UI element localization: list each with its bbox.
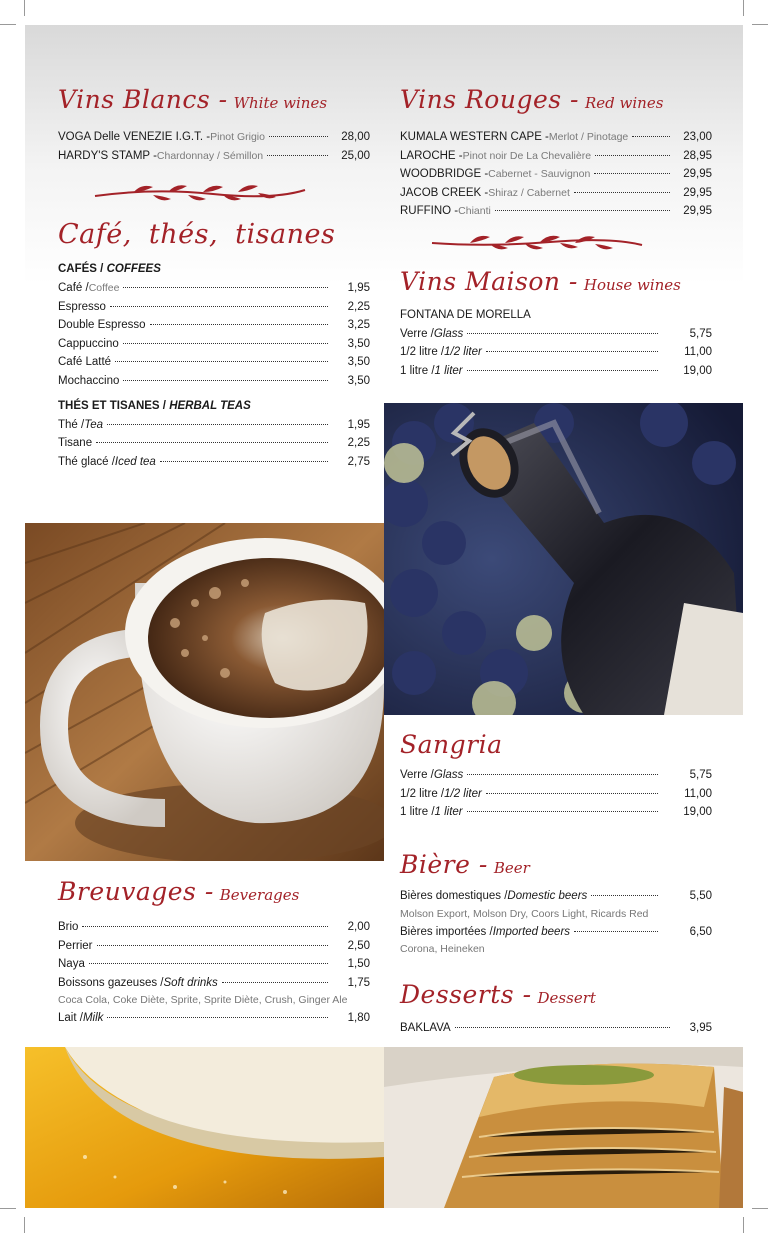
menu-item xyxy=(400,165,712,184)
menu-item xyxy=(400,887,712,906)
item-english-name: Iced tea xyxy=(114,455,156,468)
menu-item xyxy=(58,974,370,993)
leader-dots xyxy=(96,442,328,443)
section-title: Bière - Beer xyxy=(400,850,530,879)
section-sangria xyxy=(400,730,712,822)
item-name: Espresso xyxy=(58,300,106,313)
leader-dots xyxy=(574,192,670,193)
menu-item xyxy=(58,416,370,435)
item-price: 1,95 xyxy=(347,418,370,431)
leader-dots xyxy=(123,343,328,344)
item-name: Verre / xyxy=(400,327,434,340)
item-price: 1,50 xyxy=(347,958,370,971)
menu-item xyxy=(58,147,370,166)
leader-dots xyxy=(222,982,328,983)
item-price: 1,80 xyxy=(347,1012,370,1025)
item-name: KUMALA WESTERN CAPE - xyxy=(400,131,549,143)
menu-list xyxy=(400,1019,712,1038)
section-title: Breuvages - Beverages xyxy=(58,877,300,906)
item-name: Thé glacé / xyxy=(58,455,115,468)
item-name: WOODBRIDGE - xyxy=(400,168,489,181)
item-english-name: Milk xyxy=(82,1012,104,1025)
item-name: JACOB CREEK - xyxy=(400,186,489,199)
crop-mark xyxy=(743,0,744,16)
menu-item xyxy=(400,325,712,344)
item-name: Perrier xyxy=(58,939,93,952)
menu-item xyxy=(58,434,370,453)
item-price: 2,00 xyxy=(347,921,370,933)
menu-page xyxy=(25,25,743,1208)
item-english-name: Soft drinks xyxy=(163,976,218,989)
menu-item xyxy=(400,147,712,166)
category-coffees: CAFÉS / COFFEES xyxy=(58,263,161,275)
section-title: Vins Blancs - White wines xyxy=(58,85,328,114)
item-english-name: Domestic beers xyxy=(507,890,588,902)
section-title: Vins Rouges - Red wines xyxy=(400,85,664,114)
item-price: 19,00 xyxy=(683,806,712,819)
item-price: 3,25 xyxy=(347,319,370,332)
menu-list xyxy=(58,416,370,472)
baklava-photo xyxy=(384,1047,743,1208)
section-vins-rouges xyxy=(400,85,712,221)
item-name: Bières importées / xyxy=(400,925,493,938)
item-price: 11,00 xyxy=(684,346,712,359)
item-name: Thé / xyxy=(58,418,85,431)
item-price: 6,50 xyxy=(689,925,712,938)
item-price: 5,75 xyxy=(689,327,712,340)
leader-dots xyxy=(595,155,670,156)
section-cafe xyxy=(58,220,370,471)
item-subtext: Molson Export, Molson Dry, Coors Light, Ricards Red xyxy=(400,907,649,920)
category-teas: THÉS ET TISANES / HERBAL TEAS xyxy=(58,399,251,412)
item-english-name: 1 liter xyxy=(434,364,463,377)
leader-dots xyxy=(123,287,328,288)
item-subtext: Coca Cola, Coke Diète, Sprite, Sprite Diète, Crush, Ginger Ale xyxy=(58,994,348,1007)
leader-dots xyxy=(467,333,658,334)
item-description: Chardonnay / Sémillon xyxy=(156,149,264,162)
leader-dots xyxy=(160,461,328,462)
section-title: Vins Maison - House wines xyxy=(400,267,681,296)
item-price: 23,00 xyxy=(683,131,712,143)
menu-item xyxy=(400,362,712,381)
item-price: 5,50 xyxy=(689,890,712,902)
item-name: Brio xyxy=(58,921,79,933)
section-desserts xyxy=(400,980,712,1038)
menu-item xyxy=(58,955,370,974)
crop-mark xyxy=(0,24,16,25)
section-breuvages xyxy=(58,877,370,1028)
leader-dots xyxy=(82,926,328,927)
menu-list xyxy=(400,766,712,822)
leader-dots xyxy=(267,155,328,156)
leader-dots xyxy=(594,173,670,174)
leader-dots xyxy=(632,136,670,137)
menu-item xyxy=(400,766,712,785)
menu-item xyxy=(58,128,370,147)
item-price: 1,75 xyxy=(347,976,370,989)
item-name: Tisane xyxy=(58,437,93,450)
leader-dots xyxy=(467,370,658,371)
leader-dots xyxy=(467,774,658,775)
item-english-name: Imported beers xyxy=(492,925,571,938)
leader-dots xyxy=(110,306,328,307)
menu-item xyxy=(58,937,370,956)
wine-producer: FONTANA DE MORELLA xyxy=(400,309,531,321)
menu-list xyxy=(400,325,712,381)
menu-list xyxy=(400,887,712,958)
item-price: 5,75 xyxy=(689,769,712,781)
leader-dots xyxy=(495,210,670,211)
wine-bottle-photo xyxy=(384,403,743,715)
item-name: BAKLAVA xyxy=(400,1022,451,1034)
menu-item xyxy=(58,1009,370,1028)
item-price: 2,25 xyxy=(347,437,370,450)
beer-glass-photo xyxy=(25,1047,384,1208)
item-price: 3,95 xyxy=(689,1022,712,1034)
section-title: Café, thés, tisanes xyxy=(58,219,336,250)
menu-item xyxy=(58,453,370,472)
item-price: 2,50 xyxy=(347,939,370,952)
item-description: Chianti xyxy=(458,205,491,218)
coffee-cup-photo xyxy=(25,523,384,861)
item-english-name: 1/2 liter xyxy=(444,346,482,359)
menu-item xyxy=(58,335,370,354)
item-price: 3,50 xyxy=(347,356,370,369)
leader-dots xyxy=(97,945,328,946)
item-price: 11,00 xyxy=(684,787,712,800)
menu-list xyxy=(58,128,370,165)
menu-list xyxy=(58,279,370,391)
item-price: 19,00 xyxy=(683,364,712,377)
item-name: Lait / xyxy=(58,1012,83,1025)
item-price: 3,50 xyxy=(347,337,370,350)
item-name: Cappuccino xyxy=(58,337,119,350)
menu-item xyxy=(400,202,712,221)
crop-mark xyxy=(24,1217,25,1233)
leader-dots xyxy=(269,136,328,137)
leader-dots xyxy=(574,931,658,932)
menu-item xyxy=(58,372,370,391)
menu-item xyxy=(400,343,712,362)
menu-item xyxy=(58,298,370,317)
item-name: Boissons gazeuses / xyxy=(58,976,164,989)
leader-dots xyxy=(486,793,658,794)
menu-item xyxy=(400,1019,712,1038)
menu-item xyxy=(400,803,712,822)
section-vins-maison xyxy=(400,267,712,380)
item-name: 1 litre / xyxy=(400,806,435,819)
item-price: 28,95 xyxy=(683,149,712,162)
leader-dots xyxy=(455,1027,670,1028)
item-english-name: Glass xyxy=(433,769,464,781)
section-vins-blancs xyxy=(58,85,370,165)
item-price: 28,00 xyxy=(341,131,370,143)
menu-item xyxy=(400,923,712,942)
item-name: Naya xyxy=(58,958,85,971)
item-description: Merlot / Pinotage xyxy=(548,131,629,143)
item-name: 1 litre / xyxy=(400,364,435,377)
crop-mark xyxy=(0,1208,16,1209)
item-english-name: Glass xyxy=(433,327,464,340)
item-name: Verre / xyxy=(400,769,434,781)
menu-item xyxy=(58,353,370,372)
leader-dots xyxy=(486,351,658,352)
menu-item xyxy=(58,279,370,298)
flourish-divider xyxy=(430,231,645,255)
item-price: 3,50 xyxy=(347,374,370,387)
item-description: Pinot noir De La Chevalière xyxy=(462,149,592,162)
item-english-name: 1/2 liter xyxy=(444,787,482,800)
leader-dots xyxy=(150,324,328,325)
item-subtext: Corona, Heineken xyxy=(400,943,485,956)
menu-item xyxy=(58,918,370,937)
menu-list xyxy=(400,128,712,221)
crop-mark xyxy=(743,1217,744,1233)
menu-item xyxy=(400,785,712,804)
menu-item xyxy=(400,128,712,147)
item-description: Pinot Grigio xyxy=(210,131,265,143)
item-price: 29,95 xyxy=(683,186,712,199)
menu-item xyxy=(58,316,370,335)
leader-dots xyxy=(123,380,328,381)
flourish-divider xyxy=(93,180,308,204)
leader-dots xyxy=(115,361,328,362)
item-name: Café Latté xyxy=(58,356,112,369)
item-name: LAROCHE - xyxy=(400,149,463,162)
item-name: Mochaccino xyxy=(58,374,120,387)
leader-dots xyxy=(107,424,328,425)
leader-dots xyxy=(107,1017,328,1018)
item-price: 2,25 xyxy=(347,300,370,313)
crop-mark xyxy=(752,24,768,25)
menu-item xyxy=(400,184,712,203)
item-english-name: 1 liter xyxy=(434,806,463,819)
section-biere xyxy=(400,850,712,958)
item-description: Shiraz / Cabernet xyxy=(488,186,570,199)
item-name: RUFFINO - xyxy=(400,205,459,218)
leader-dots xyxy=(591,895,658,896)
item-name: 1/2 litre / xyxy=(400,787,445,800)
item-description: Coffee xyxy=(88,282,120,294)
item-name: 1/2 litre / xyxy=(400,346,445,359)
crop-mark xyxy=(752,1208,768,1209)
item-name: Double Espresso xyxy=(58,319,146,332)
item-price: 29,95 xyxy=(683,168,712,181)
menu-list xyxy=(58,918,370,1028)
item-price: 29,95 xyxy=(683,205,712,218)
item-name: Café / xyxy=(58,282,89,294)
item-description: Cabernet - Sauvignon xyxy=(488,168,591,181)
leader-dots xyxy=(467,811,658,812)
item-price: 1,95 xyxy=(347,282,370,294)
item-name: VOGA Delle VENEZIE I.G.T. - xyxy=(58,131,211,143)
section-title: Desserts - Dessert xyxy=(400,980,596,1009)
item-english-name: Tea xyxy=(84,418,103,431)
item-name: Bières domestiques / xyxy=(400,890,508,902)
crop-mark xyxy=(24,0,25,16)
section-title: Sangria xyxy=(400,730,503,759)
item-price: 2,75 xyxy=(347,455,370,468)
item-price: 25,00 xyxy=(341,149,370,162)
item-name: HARDY'S STAMP - xyxy=(58,149,157,162)
leader-dots xyxy=(89,963,328,964)
